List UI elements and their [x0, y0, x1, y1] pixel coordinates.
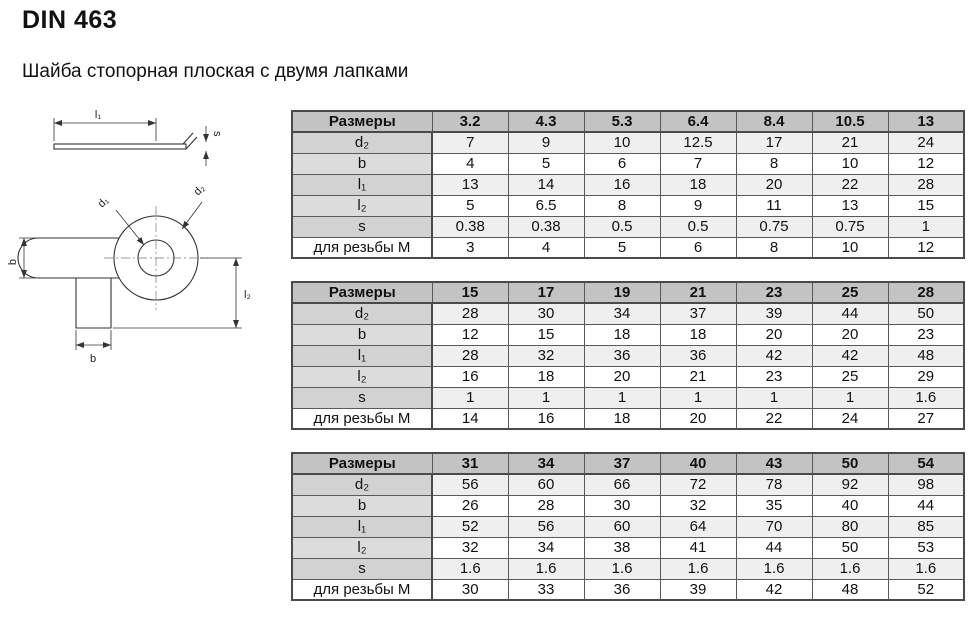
- table-row: [292, 132, 964, 153]
- size-header-cell: 54: [888, 453, 964, 474]
- value-cell: 39: [660, 579, 736, 600]
- value-cell: 21: [812, 132, 888, 153]
- value-cell: 98: [888, 474, 964, 495]
- value-cell: 42: [736, 345, 812, 366]
- row-label-cell: s: [292, 216, 432, 237]
- value-cell: 85: [888, 516, 964, 537]
- centerlines: [104, 206, 208, 310]
- value-cell: 28: [432, 303, 508, 324]
- value-cell: 7: [432, 132, 508, 153]
- value-cell: 22: [812, 174, 888, 195]
- value-cell: 30: [584, 495, 660, 516]
- value-cell: 18: [584, 408, 660, 429]
- value-cell: 41: [660, 537, 736, 558]
- value-cell: 44: [888, 495, 964, 516]
- value-cell: 72: [660, 474, 736, 495]
- value-cell: 1.6: [888, 558, 964, 579]
- value-cell: 6: [660, 237, 736, 258]
- dim-label-s: s: [211, 131, 223, 137]
- value-cell: 0.5: [584, 216, 660, 237]
- value-cell: 1: [736, 387, 812, 408]
- value-cell: 4: [508, 237, 584, 258]
- value-cell: 48: [812, 579, 888, 600]
- value-cell: 12: [432, 324, 508, 345]
- value-cell: 5: [432, 195, 508, 216]
- size-header-cell: 31: [432, 453, 508, 474]
- table-row: [292, 174, 964, 195]
- table-row: [292, 216, 964, 237]
- table-row: [292, 495, 964, 516]
- value-cell: 0.38: [432, 216, 508, 237]
- value-cell: 36: [660, 345, 736, 366]
- row-label-cell: d₂: [292, 303, 432, 324]
- value-cell: 4: [432, 153, 508, 174]
- value-cell: 5: [508, 153, 584, 174]
- value-cell: 70: [736, 516, 812, 537]
- value-cell: 10: [584, 132, 660, 153]
- value-cell: 1: [508, 387, 584, 408]
- row-label-cell: s: [292, 558, 432, 579]
- dim-label-d2: d₂: [191, 182, 208, 199]
- value-cell: 0.75: [736, 216, 812, 237]
- row-label-cell: для резьбы М: [292, 237, 432, 258]
- dimension-l1: [54, 118, 156, 141]
- row-label-cell: для резьбы М: [292, 579, 432, 600]
- row-label-cell: l₂: [292, 537, 432, 558]
- table-row: [292, 408, 964, 429]
- value-cell: 33: [508, 579, 584, 600]
- value-cell: 28: [508, 495, 584, 516]
- row-label-cell: s: [292, 387, 432, 408]
- value-cell: 34: [584, 303, 660, 324]
- value-cell: 32: [432, 537, 508, 558]
- value-cell: 12: [888, 153, 964, 174]
- size-header-cell: 4.3: [508, 111, 584, 132]
- page-subtitle: Шайба стопорная плоская с двумя лапками: [22, 61, 409, 82]
- value-cell: 52: [888, 579, 964, 600]
- value-cell: 80: [812, 516, 888, 537]
- row-label-cell: l₂: [292, 366, 432, 387]
- value-cell: 56: [508, 516, 584, 537]
- value-cell: 13: [812, 195, 888, 216]
- value-cell: 44: [812, 303, 888, 324]
- value-cell: 0.38: [508, 216, 584, 237]
- dimension-b-bottom: [76, 330, 111, 350]
- table-header-row: [292, 453, 964, 474]
- value-cell: 11: [736, 195, 812, 216]
- value-cell: 52: [432, 516, 508, 537]
- value-cell: 30: [432, 579, 508, 600]
- value-cell: 23: [736, 366, 812, 387]
- value-cell: 30: [508, 303, 584, 324]
- size-header-cell: 43: [736, 453, 812, 474]
- spec-table-medium-sizes: [291, 281, 965, 430]
- table-row: [292, 516, 964, 537]
- value-cell: 8: [736, 237, 812, 258]
- dim-label-b-bottom: b: [89, 353, 97, 365]
- table-row: [292, 579, 964, 600]
- table-row: [292, 537, 964, 558]
- value-cell: 35: [736, 495, 812, 516]
- side-view-outline: [54, 133, 197, 149]
- row-label-cell: l₁: [292, 345, 432, 366]
- value-cell: 1: [584, 387, 660, 408]
- value-cell: 44: [736, 537, 812, 558]
- size-header-cell: 50: [812, 453, 888, 474]
- size-header-cell: 17: [508, 282, 584, 303]
- value-cell: 39: [736, 303, 812, 324]
- size-header-cell: 34: [508, 453, 584, 474]
- value-cell: 1.6: [432, 558, 508, 579]
- value-cell: 13: [432, 174, 508, 195]
- size-header-cell: 3.2: [432, 111, 508, 132]
- value-cell: 64: [660, 516, 736, 537]
- value-cell: 15: [508, 324, 584, 345]
- value-cell: 16: [508, 408, 584, 429]
- value-cell: 8: [736, 153, 812, 174]
- size-header-cell: 13: [888, 111, 964, 132]
- value-cell: 20: [812, 324, 888, 345]
- table-row: [292, 474, 964, 495]
- size-header-cell: 25: [812, 282, 888, 303]
- value-cell: 34: [508, 537, 584, 558]
- value-cell: 42: [736, 579, 812, 600]
- value-cell: 15: [888, 195, 964, 216]
- value-cell: 1: [432, 387, 508, 408]
- value-cell: 16: [432, 366, 508, 387]
- value-cell: 28: [432, 345, 508, 366]
- row-label-cell: l₁: [292, 516, 432, 537]
- size-header-cell: 28: [888, 282, 964, 303]
- value-cell: 60: [508, 474, 584, 495]
- value-cell: 7: [660, 153, 736, 174]
- value-cell: 1.6: [888, 387, 964, 408]
- size-header-cell: 8.4: [736, 111, 812, 132]
- row-label-cell: b: [292, 495, 432, 516]
- table-row: [292, 237, 964, 258]
- value-cell: 24: [812, 408, 888, 429]
- value-cell: 6.5: [508, 195, 584, 216]
- value-cell: 18: [584, 324, 660, 345]
- value-cell: 32: [508, 345, 584, 366]
- size-header-cell: 23: [736, 282, 812, 303]
- spec-table-small-sizes: [291, 110, 965, 259]
- value-cell: 1.6: [508, 558, 584, 579]
- value-cell: 1: [812, 387, 888, 408]
- sizes-header-label: Размеры: [292, 282, 432, 303]
- table-row: [292, 387, 964, 408]
- value-cell: 1.6: [812, 558, 888, 579]
- value-cell: 28: [888, 174, 964, 195]
- size-header-cell: 15: [432, 282, 508, 303]
- value-cell: 18: [660, 174, 736, 195]
- value-cell: 12.5: [660, 132, 736, 153]
- value-cell: 78: [736, 474, 812, 495]
- value-cell: 20: [660, 408, 736, 429]
- value-cell: 14: [508, 174, 584, 195]
- value-cell: 6: [584, 153, 660, 174]
- dim-label-d1: d₁: [95, 194, 112, 211]
- value-cell: 9: [508, 132, 584, 153]
- value-cell: 66: [584, 474, 660, 495]
- value-cell: 20: [736, 324, 812, 345]
- value-cell: 12: [888, 237, 964, 258]
- value-cell: 50: [812, 537, 888, 558]
- front-view-outline: [18, 216, 198, 328]
- value-cell: 50: [888, 303, 964, 324]
- table-row: [292, 366, 964, 387]
- row-label-cell: для резьбы М: [292, 408, 432, 429]
- value-cell: 1: [888, 216, 964, 237]
- value-cell: 10: [812, 237, 888, 258]
- value-cell: 38: [584, 537, 660, 558]
- value-cell: 1: [660, 387, 736, 408]
- size-header-cell: 40: [660, 453, 736, 474]
- value-cell: 48: [888, 345, 964, 366]
- sizes-header-label: Размеры: [292, 453, 432, 474]
- value-cell: 37: [660, 303, 736, 324]
- row-label-cell: b: [292, 153, 432, 174]
- table-header-row: [292, 282, 964, 303]
- table-row: [292, 195, 964, 216]
- dim-label-l1: l₁: [94, 109, 102, 121]
- value-cell: 92: [812, 474, 888, 495]
- table-row: [292, 345, 964, 366]
- technical-drawing-washer: [6, 98, 281, 373]
- dimension-b-left: [19, 238, 36, 278]
- value-cell: 40: [812, 495, 888, 516]
- value-cell: 9: [660, 195, 736, 216]
- value-cell: 18: [660, 324, 736, 345]
- value-cell: 10: [812, 153, 888, 174]
- value-cell: 22: [736, 408, 812, 429]
- value-cell: 8: [584, 195, 660, 216]
- value-cell: 36: [584, 345, 660, 366]
- dimension-d2: [182, 202, 202, 229]
- value-cell: 1.6: [736, 558, 812, 579]
- value-cell: 42: [812, 345, 888, 366]
- value-cell: 17: [736, 132, 812, 153]
- value-cell: 29: [888, 366, 964, 387]
- value-cell: 23: [888, 324, 964, 345]
- value-cell: 20: [584, 366, 660, 387]
- value-cell: 24: [888, 132, 964, 153]
- size-header-cell: 21: [660, 282, 736, 303]
- value-cell: 26: [432, 495, 508, 516]
- value-cell: 25: [812, 366, 888, 387]
- dimension-d1: [116, 210, 144, 245]
- value-cell: 0.5: [660, 216, 736, 237]
- value-cell: 1.6: [584, 558, 660, 579]
- size-header-cell: 10.5: [812, 111, 888, 132]
- row-label-cell: d₂: [292, 132, 432, 153]
- value-cell: 0.75: [812, 216, 888, 237]
- page-title: DIN 463: [22, 6, 118, 34]
- row-label-cell: b: [292, 324, 432, 345]
- value-cell: 27: [888, 408, 964, 429]
- row-label-cell: d₂: [292, 474, 432, 495]
- table-row: [292, 324, 964, 345]
- value-cell: 32: [660, 495, 736, 516]
- value-cell: 53: [888, 537, 964, 558]
- dim-label-b-left: b: [7, 258, 19, 266]
- value-cell: 16: [584, 174, 660, 195]
- size-header-cell: 19: [584, 282, 660, 303]
- value-cell: 56: [432, 474, 508, 495]
- size-header-cell: 6.4: [660, 111, 736, 132]
- dim-label-l2: l₂: [244, 289, 251, 301]
- value-cell: 5: [584, 237, 660, 258]
- table-row: [292, 558, 964, 579]
- spec-tables-container: [291, 110, 965, 601]
- table-header-row: [292, 111, 964, 132]
- spec-table-large-sizes: [291, 452, 965, 601]
- value-cell: 36: [584, 579, 660, 600]
- value-cell: 21: [660, 366, 736, 387]
- value-cell: 1.6: [660, 558, 736, 579]
- value-cell: 3: [432, 237, 508, 258]
- value-cell: 20: [736, 174, 812, 195]
- sizes-header-label: Размеры: [292, 111, 432, 132]
- row-label-cell: l₁: [292, 174, 432, 195]
- size-header-cell: 5.3: [584, 111, 660, 132]
- table-row: [292, 303, 964, 324]
- table-row: [292, 153, 964, 174]
- value-cell: 18: [508, 366, 584, 387]
- value-cell: 60: [584, 516, 660, 537]
- value-cell: 14: [432, 408, 508, 429]
- row-label-cell: l₂: [292, 195, 432, 216]
- size-header-cell: 37: [584, 453, 660, 474]
